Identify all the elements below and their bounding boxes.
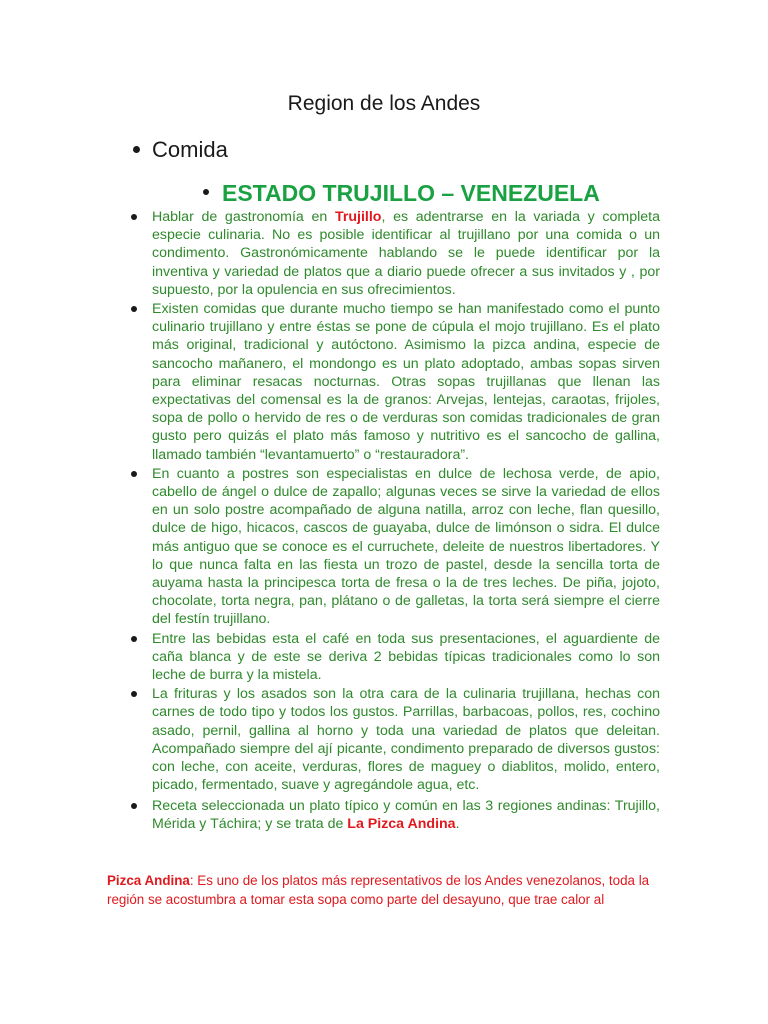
paragraph-text-start: Receta seleccionada un plato típico y común en las 3 regiones andinas: Trujillo, Mérida y Táchira; y se trata de	[152, 797, 660, 832]
bullet-icon	[131, 214, 137, 220]
highlight-pizca-andina: La Pizca Andina	[347, 815, 456, 832]
paragraph-text: En cuanto a postres son especialistas en dulce de lechosa verde, de apio, cabello de ángel o dulce de zapallo; algunas veces se sirve la variedad de ellos en un solo postre acompañado de alguna natilla, arroz con leche, flan quesillo, dulce de higo, hicacos, cascos de guayaba, dulce de limónson o sidra. El dulce más antiguo que se conoce es el curruchete, deleite de nuestros libertadores. Y lo que nunca falta en las fiesta un trozo de pastel, desde la sencilla torta de auyama hasta la principesca torta de fresa o la de tres leches. De piña, jojoto, chocolate, torta negra, pan, plátano o de galletas, la torta será siempre el cierre del festín trujillano.	[152, 465, 660, 628]
highlight-trujillo: Trujillo	[334, 209, 382, 225]
paragraph-text: La frituras y los asados son la otra cara de la culinaria trujillana, hechas con carnes de todo tipo y todos los gustos. Parrillas, barbacoas, pollos, res, cochino asado, pernil, gallina al horno y toda una variedad de platos que deleitan. Acompañado siempre del ají picante, condimento preparado de diversos gustos: con leche, con aceite, verduras, flores de maguey o diablitos, molido, entero, picado, fermentado, suave y agregándole agua, etc.	[152, 686, 660, 794]
list-item	[130, 630, 660, 685]
paragraph-list	[130, 208, 660, 833]
list-item	[130, 208, 660, 299]
bullet-icon	[133, 146, 140, 153]
paragraph-text: Existen comidas que durante mucho tiempo se han manifestado como el punto culinario trujillano y entre éstas se pone de cúpula el mojo trujillano. Es el plato más original, tradicional y autóctono. Asimismo la pizca andina, especie de sancocho mañanero, el mondongo es un plato adoptado, ambas sopas sirven para eliminar resacas nocturnas. Otras sopas trujillanas que llenan las expectativas del comensal es la de granos: Arvejas, lentejas, caraotas, frijoles, sopa de pollo o hervido de res o de verduras son comidas tradicionales de gran gusto pero quizás el plato más famoso y nutritivo es el sancocho de gallina, llamado también “levantamuerto” o “restauradora”.	[152, 301, 660, 463]
paragraph-text-start: Hablar de gastronomía en	[152, 209, 335, 225]
pizca-andina-description	[107, 871, 667, 909]
footer-text: : Es uno de los platos más representativos de los Andes venezolanos, toda la región se acostumbra a tomar esta sopa como parte del desayuno, que trae calor al	[107, 873, 650, 907]
bullet-icon	[131, 636, 137, 642]
bullet-icon	[131, 306, 137, 312]
paragraph-text-end: .	[455, 815, 460, 832]
list-item	[130, 685, 660, 794]
footer-label: Pizca Andina	[107, 873, 190, 888]
bullet-icon	[131, 471, 137, 477]
state-heading	[203, 180, 600, 207]
section-bullet-comida	[133, 137, 228, 163]
list-item	[130, 300, 660, 464]
paragraph-text: Entre las bebidas esta el café en toda sus presentaciones, el aguardiente de caña blanca y de este se deriva 2 bebidas típicas tradicionales como lo son leche de burra y la mistela.	[152, 630, 660, 684]
paragraph-text-end: , es adentrarse en la variada y completa especie culinaria. No es posible identificar al trujillano por una comida o un condimento. Gastronómicamente hablando se le puede identificar por la inventiva y variedad de platos que a diario puede ofrecer a sus invitados y , por supuesto, por la opulencia en sus ofrecimientos.	[152, 209, 660, 298]
bullet-icon	[131, 691, 137, 697]
section-label: Comida	[152, 137, 228, 162]
list-item	[130, 797, 660, 833]
page-title: Region de los Andes	[287, 92, 481, 115]
bullet-icon	[131, 803, 137, 809]
bullet-icon	[203, 189, 209, 195]
list-item	[130, 465, 660, 629]
state-heading-text: ESTADO TRUJILLO – VENEZUELA	[222, 180, 600, 206]
